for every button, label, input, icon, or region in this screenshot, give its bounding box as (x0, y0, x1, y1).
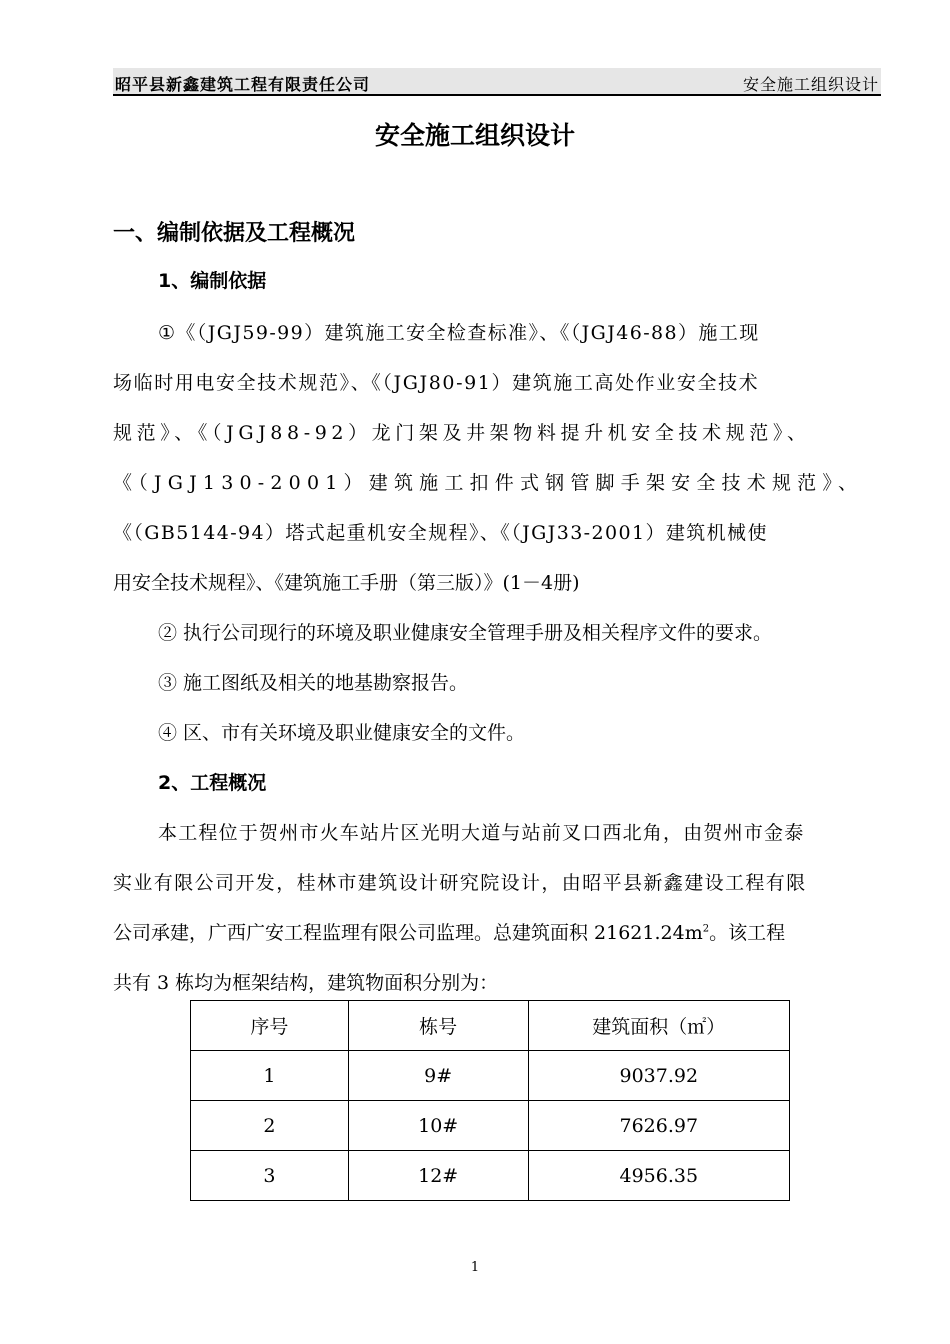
overview-line: 本工程位于贺州市火车站片区光明大道与站前叉口西北角，由贺州市金泰 (158, 822, 805, 844)
basis-line: 《（GB5144-94）塔式起重机安全规程》、《（JGJ33-2001）建筑机械使 (113, 522, 768, 544)
table-cell: 2 (191, 1101, 349, 1151)
basis-item-3: ③ 施工图纸及相关的地基勘察报告。 (158, 672, 469, 694)
table-cell: 12# (348, 1151, 528, 1201)
table-row (191, 1051, 790, 1101)
page-number: 1 (470, 1260, 480, 1275)
header-company: 昭平县新鑫建筑工程有限责任公司 (115, 75, 371, 94)
table-cell: 4956.35 (528, 1151, 789, 1201)
page-header (113, 68, 881, 96)
table-cell: 10# (348, 1101, 528, 1151)
basis-line: 《（JGJ130-2001）建筑施工扣件式钢管脚手架安全技术规范》、 (113, 472, 864, 494)
header-doc-name: 安全施工组织设计 (742, 75, 879, 94)
table-header-cell: 序号 (191, 1001, 349, 1051)
basis-item-4: ④ 区、市有关环境及职业健康安全的文件。 (158, 722, 526, 744)
basis-line: 用安全技术规程》、《建筑施工手册（第三版）》(1－4册) (113, 572, 580, 594)
table-cell: 9037.92 (528, 1051, 789, 1101)
table-row (191, 1151, 790, 1201)
section-heading: 一、编制依据及工程概况 (113, 220, 356, 246)
superscript: 2 (702, 923, 710, 935)
subheading-basis: 1、编制依据 (158, 270, 267, 292)
table-cell: 9# (348, 1051, 528, 1101)
document-title: 安全施工组织设计 (374, 121, 575, 150)
overview-text: 公司承建，广西广安工程监理有限公司监理。总建筑面积 21621.24m (113, 922, 703, 944)
table-cell: 3 (191, 1151, 349, 1201)
overview-line: 共有 3 栋均为框架结构，建筑物面积分别为： (113, 972, 499, 994)
overview-line: 实业有限公司开发，桂林市建筑设计研究院设计，由昭平县新鑫建设工程有限 (113, 872, 807, 894)
subheading-overview: 2、工程概况 (158, 772, 267, 794)
table-cell: 7626.97 (528, 1101, 789, 1151)
basis-line: ①《（JGJ59-99）建筑施工安全检查标准》、《（JGJ46-88）施工现 (158, 322, 760, 344)
table-header-cell: 栋号 (348, 1001, 528, 1051)
basis-line: 场临时用电安全技术规范》、《（JGJ80-91）建筑施工高处作业安全技术 (113, 372, 760, 394)
table-header-cell: 建筑面积（㎡） (528, 1001, 789, 1051)
basis-line: 规范》、《（JGJ88-92）龙门架及井架物料提升机安全技术规范》、 (113, 422, 811, 444)
overview-text: 。该工程 (709, 922, 786, 944)
table-cell: 1 (191, 1051, 349, 1101)
basis-item-2: ② 执行公司现行的环境及职业健康安全管理手册及相关程序文件的要求。 (158, 622, 773, 644)
table-header-row (191, 1001, 790, 1051)
table-row (191, 1101, 790, 1151)
building-area-table (190, 1000, 790, 1201)
overview-line-area (113, 918, 881, 945)
